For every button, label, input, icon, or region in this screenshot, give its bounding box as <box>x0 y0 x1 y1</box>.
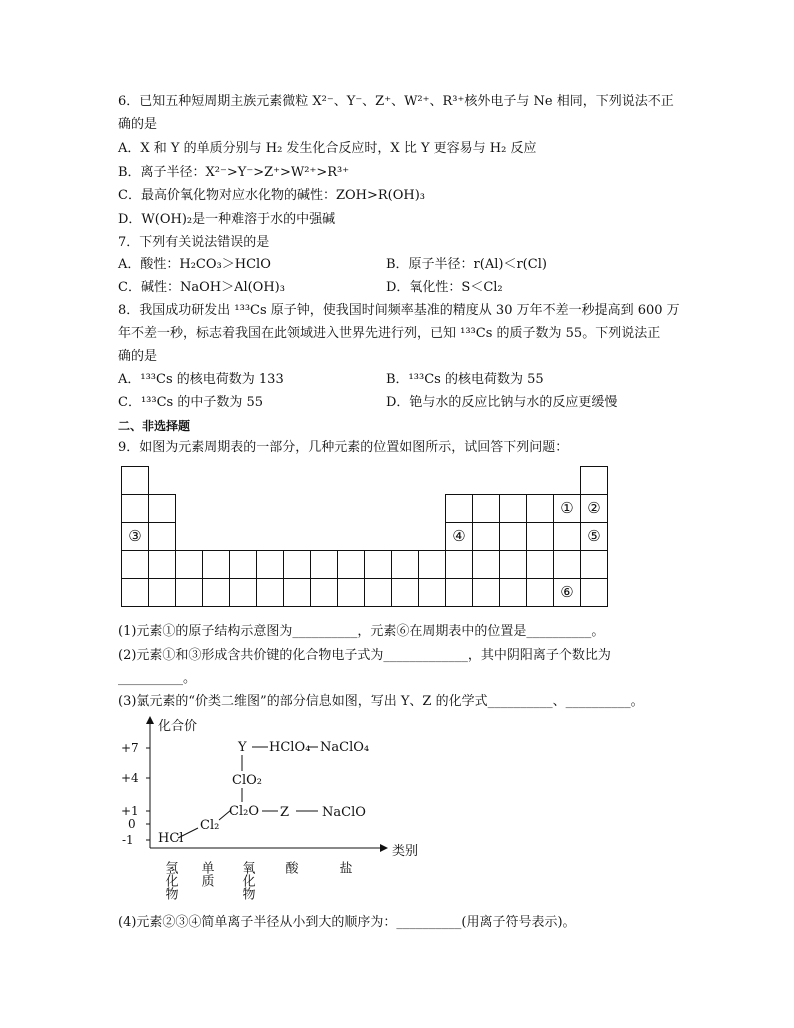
pt-cell <box>527 551 554 579</box>
pt-cell <box>500 523 527 551</box>
pt-cell <box>176 551 203 579</box>
pt-cell-element-5: ⑤ <box>581 523 608 551</box>
pt-cell <box>419 551 446 579</box>
q9-stem: 9．如图为元素周期表的一部分，几种元素的位置如图所示，试回答下列问题： <box>118 440 569 455</box>
pt-cell <box>230 551 257 579</box>
pt-cell <box>122 467 149 495</box>
section-heading: 二、非选择题 <box>118 419 191 433</box>
q6-stem-line1: 6．已知五种短周期主族元素微粒 X²⁻、Y⁻、Z⁺、W²⁺、R³⁺核外电子与 Ne 相同，下列说法不正 <box>118 94 674 109</box>
pt-cell <box>365 579 392 607</box>
pt-cell <box>473 523 500 551</box>
pt-cell <box>446 551 473 579</box>
q6-option-a: A．X 和 Y 的单质分别与 H₂ 发生化合反应时，X 比 Y 更容易与 H₂ 反应 <box>118 141 537 156</box>
pt-cell <box>176 579 203 607</box>
pt-cell <box>230 579 257 607</box>
pt-cell <box>473 495 500 523</box>
pt-cell <box>311 551 338 579</box>
y-tick-plus1: +1 <box>121 804 139 818</box>
y-tick-plus4: +4 <box>121 771 139 785</box>
pt-row-4 <box>122 551 608 579</box>
x-category-element: 单质 <box>198 861 214 887</box>
pt-cell <box>581 551 608 579</box>
pt-cell <box>446 495 473 523</box>
node-hcl: HCl <box>158 831 184 846</box>
pt-cell <box>527 523 554 551</box>
pt-cell <box>149 523 176 551</box>
y-tick-minus1: -1 <box>122 833 134 847</box>
pt-cell <box>473 551 500 579</box>
q7-option-c: C．碱性：NaOH＞Al(OH)₃ <box>118 280 285 295</box>
pt-cell-element-6: ⑥ <box>554 579 581 607</box>
q8-stem-line1: 8．我国成功研发出 ¹³³Cs 原子钟，使我国时间频率基准的精度从 30 万年不差一秒提高到 600 万 <box>118 303 680 318</box>
pt-cell <box>203 579 230 607</box>
q9-part-3: (3)氯元素的“价类二维图”的部分信息如图，写出 Y、Z 的化学式__________、__________。 <box>118 694 644 709</box>
q9-part-1: (1)元素①的原子结构示意图为__________，元素⑥在周期表中的位置是__________。 <box>118 624 605 639</box>
q8-stem-line3: 确的是 <box>118 349 158 364</box>
q8-option-d: D．铯与水的反应比钠与水的反应更缓慢 <box>386 395 618 410</box>
node-cl2: Cl₂ <box>200 818 220 833</box>
pt-row-3 <box>122 523 608 551</box>
q8-option-c: C．¹³³Cs 的中子数为 55 <box>118 395 264 410</box>
pt-cell-element-1: ① <box>554 495 581 523</box>
pt-cell-element-2: ② <box>581 495 608 523</box>
pt-cell <box>392 579 419 607</box>
pt-cell <box>257 551 284 579</box>
pt-cell <box>149 495 176 523</box>
pt-cell <box>365 551 392 579</box>
pt-cell <box>581 467 608 495</box>
x-category-salt: 盐 <box>336 861 352 874</box>
pt-cell <box>473 579 500 607</box>
q8-option-a: A．¹³³Cs 的核电荷数为 133 <box>118 372 284 387</box>
q9-part-2-line2: __________。 <box>118 671 197 686</box>
q6-option-c: C．最高价氧化物对应水化物的碱性：ZOH>R(OH)₃ <box>118 188 426 203</box>
pt-cell <box>500 551 527 579</box>
q8-option-b: B．¹³³Cs 的核电荷数为 55 <box>386 372 544 387</box>
x-category-hydride: 氢化物 <box>162 861 178 900</box>
q7-option-b: B．原子半径：r(Al)＜r(Cl) <box>386 257 547 272</box>
pt-cell <box>311 579 338 607</box>
pt-cell <box>446 579 473 607</box>
pt-cell <box>284 579 311 607</box>
q6-option-d: D．W(OH)₂是一种难溶于水的中强碱 <box>118 212 336 227</box>
pt-cell-element-3: ③ <box>122 523 149 551</box>
node-z: Z <box>280 805 290 820</box>
node-y: Y <box>238 740 247 755</box>
pt-cell <box>122 579 149 607</box>
pt-cell <box>122 495 149 523</box>
pt-row-5 <box>122 579 608 607</box>
pt-cell <box>257 579 284 607</box>
x-axis-label: 类别 <box>392 844 419 859</box>
periodic-table-grid <box>121 466 608 607</box>
pt-cell-element-4: ④ <box>446 523 473 551</box>
pt-cell <box>284 551 311 579</box>
chlorine-valence-diagram <box>118 716 428 906</box>
q7-option-a: A．酸性：H₂CO₃＞HClO <box>118 257 271 272</box>
pt-cell <box>338 579 365 607</box>
pt-cell <box>149 551 176 579</box>
x-axis-arrow <box>380 844 388 852</box>
y-axis-arrow <box>146 716 154 724</box>
pt-cell <box>392 551 419 579</box>
q6-stem-line2: 确的是 <box>118 117 158 132</box>
y-axis-label: 化合价 <box>158 719 198 734</box>
pt-cell <box>500 495 527 523</box>
node-naclo4: NaClO₄ <box>320 740 370 755</box>
node-cl2o: Cl₂O <box>229 804 259 819</box>
pt-cell <box>338 551 365 579</box>
q6-option-b: B．离子半径：X²⁻>Y⁻>Z⁺>W²⁺>R³⁺ <box>118 165 350 180</box>
pt-cell <box>122 551 149 579</box>
pt-row-1 <box>122 467 608 495</box>
node-naclo: NaClO <box>322 805 366 820</box>
q7-stem: 7．下列有关说法错误的是 <box>118 235 270 250</box>
q8-stem-line2: 年不差一秒，标志着我国在此领域进入世界先进行列，已知 ¹³³Cs 的质子数为 55。下列说法正 <box>118 326 661 341</box>
pt-cell <box>203 551 230 579</box>
q7-option-d: D．氧化性：S＜Cl₂ <box>386 280 503 295</box>
y-tick-zero: 0 <box>128 817 136 831</box>
pt-cell <box>419 579 446 607</box>
pt-cell <box>527 495 554 523</box>
pt-cell <box>500 579 527 607</box>
node-hclo4: HClO₄ <box>269 740 311 755</box>
pt-cell <box>581 579 608 607</box>
pt-cell <box>554 551 581 579</box>
node-clo2: ClO₂ <box>232 773 262 788</box>
pt-cell <box>149 579 176 607</box>
x-category-oxide: 氧化物 <box>239 861 255 900</box>
pt-cell <box>527 579 554 607</box>
pt-cell <box>554 523 581 551</box>
q9-part-4: (4)元素②③④简单离子半径从小到大的顺序为：__________(用离子符号表示)。 <box>118 915 576 930</box>
y-tick-plus7: +7 <box>121 741 139 755</box>
x-category-acid: 酸 <box>282 861 298 874</box>
q9-part-2-line1: (2)元素①和③形成含共价键的化合物电子式为_____________，其中阴阳离子个数比为 <box>118 648 611 663</box>
pt-row-2 <box>122 495 608 523</box>
